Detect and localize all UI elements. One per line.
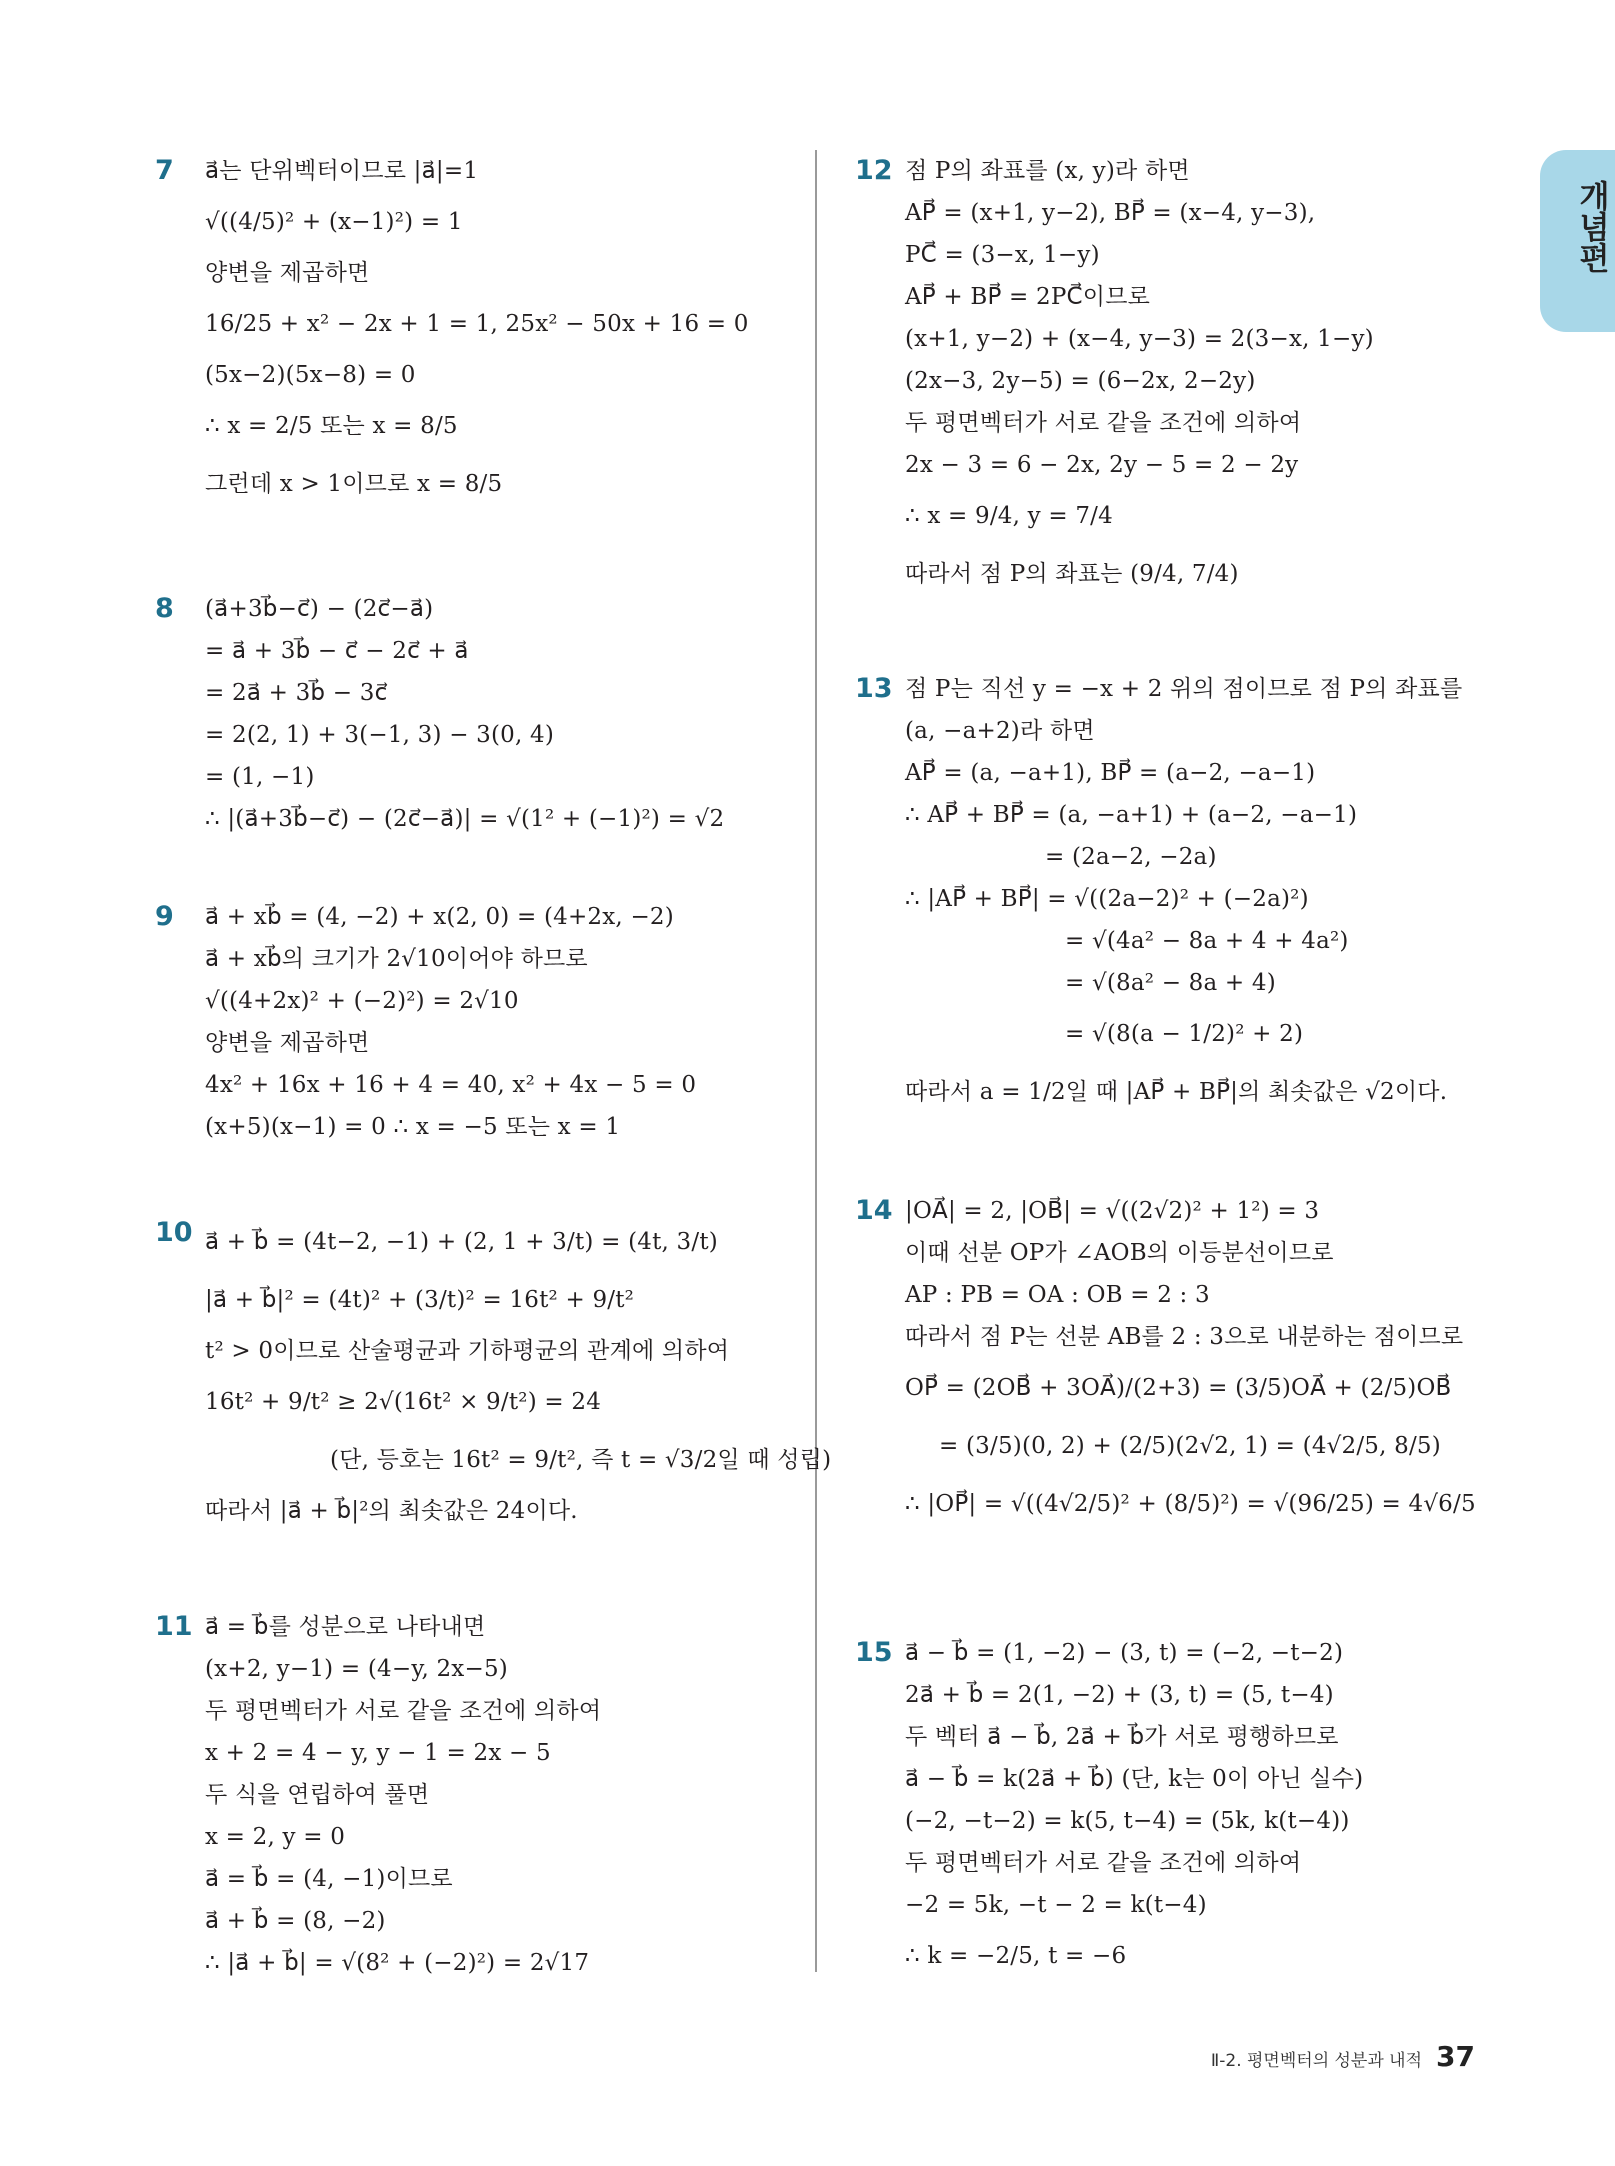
solution-line: (단, 등호는 16t² = 9/t², 즉 t = √3/2일 때 성립) bbox=[330, 1447, 832, 1473]
section-tab bbox=[1540, 150, 1615, 332]
problem-number: 11 bbox=[155, 1611, 193, 1642]
solution-line: AP : PB = OA : OB = 2 : 3 bbox=[905, 1282, 1210, 1308]
solution-line: (x+2, y−1) = (4−y, 2x−5) bbox=[205, 1656, 508, 1682]
solution-line: 양변을 제곱하면 bbox=[205, 1030, 370, 1056]
solution-line: ∴ k = −2/5, t = −6 bbox=[905, 1943, 1127, 1969]
solution-line: ∴ x = 2/5 또는 x = 8/5 bbox=[205, 413, 458, 439]
solution-line: 4x² + 16x + 16 + 4 = 40, x² + 4x − 5 = 0 bbox=[205, 1072, 697, 1098]
solution-line: 그런데 x > 1이므로 x = 8/5 bbox=[205, 471, 503, 497]
page-number: 37 bbox=[1436, 2040, 1475, 2073]
solution-line: 2x − 3 = 6 − 2x, 2y − 5 = 2 − 2y bbox=[905, 452, 1299, 478]
solution-line: 따라서 점 P는 선분 AB를 2 : 3으로 내분하는 점이므로 bbox=[905, 1324, 1464, 1350]
solution-line: 16t² + 9/t² ≥ 2√(16t² × 9/t²) = 24 bbox=[205, 1389, 602, 1415]
solution-line: 점 P의 좌표를 (x, y)라 하면 bbox=[905, 158, 1190, 184]
solution-line: AP⃗ + BP⃗ = 2PC⃗이므로 bbox=[905, 284, 1151, 310]
solution-line: PC⃗ = (3−x, 1−y) bbox=[905, 242, 1100, 268]
solution-line: 2a⃗ + b⃗ = 2(1, −2) + (3, t) = (5, t−4) bbox=[905, 1682, 1334, 1708]
problem-number: 7 bbox=[155, 155, 174, 186]
solution-line: 두 평면벡터가 서로 같을 조건에 의하여 bbox=[905, 410, 1302, 436]
solution-line: |OA⃗| = 2, |OB⃗| = √((2√2)² + 1²) = 3 bbox=[905, 1198, 1320, 1224]
solution-line: (−2, −t−2) = k(5, t−4) = (5k, k(t−4)) bbox=[905, 1808, 1350, 1834]
solution-line: a⃗ − b⃗ = k(2a⃗ + b⃗) (단, k는 0이 아닌 실수) bbox=[905, 1766, 1364, 1792]
solution-line: a⃗는 단위벡터이므로 |a⃗|=1 bbox=[205, 158, 479, 184]
solution-line: a⃗ − b⃗ = (1, −2) − (3, t) = (−2, −t−2) bbox=[905, 1640, 1344, 1666]
page-footer bbox=[1195, 2040, 1475, 2073]
solution-line: √((4+2x)² + (−2)²) = 2√10 bbox=[205, 988, 519, 1014]
problem-number: 10 bbox=[155, 1217, 193, 1248]
solution-line: = (2a−2, −2a) bbox=[1045, 844, 1217, 870]
solution-line: t² > 0이므로 산술평균과 기하평균의 관계에 의하여 bbox=[205, 1338, 730, 1364]
problem-solution bbox=[905, 668, 1515, 1122]
solution-line: x + 2 = 4 − y, y − 1 = 2x − 5 bbox=[205, 1740, 551, 1766]
solution-line: (x+5)(x−1) = 0 ∴ x = −5 또는 x = 1 bbox=[205, 1114, 621, 1140]
column-divider bbox=[815, 150, 817, 1972]
solution-line: |a⃗ + b⃗|² = (4t)² + (3/t)² = 16t² + 9/t² bbox=[205, 1287, 635, 1313]
solution-line: = a⃗ + 3b⃗ − c⃗ − 2c⃗ + a⃗ bbox=[205, 638, 469, 664]
problem-solution bbox=[905, 150, 1515, 604]
solution-line: ∴ |AP⃗ + BP⃗| = √((2a−2)² + (−2a)²) bbox=[905, 886, 1309, 912]
solution-line: 두 식을 연립하여 풀면 bbox=[205, 1782, 430, 1808]
solution-line: 따라서 점 P의 좌표는 (9/4, 7/4) bbox=[905, 561, 1239, 587]
solution-line: 이때 선분 OP가 ∠AOB의 이등분선이므로 bbox=[905, 1240, 1334, 1266]
solution-line: 두 평면벡터가 서로 같을 조건에 의하여 bbox=[205, 1698, 602, 1724]
solution-line: √((4/5)² + (x−1)²) = 1 bbox=[205, 209, 463, 235]
problem-solution bbox=[905, 1190, 1515, 1534]
solution-line: a⃗ + b⃗ = (8, −2) bbox=[205, 1908, 386, 1934]
solution-line: a⃗ + b⃗ = (4t−2, −1) + (2, 1 + 3/t) = (4t, 3/t) bbox=[205, 1229, 718, 1255]
solution-line: = 2a⃗ + 3b⃗ − 3c⃗ bbox=[205, 680, 388, 706]
section-tab-label: 개념편 bbox=[1573, 180, 1609, 273]
problem-number: 8 bbox=[155, 593, 174, 624]
problem-number: 12 bbox=[855, 155, 893, 186]
solution-line: ∴ |a⃗ + b⃗| = √(8² + (−2)²) = 2√17 bbox=[205, 1950, 590, 1976]
solution-line: = √(8a² − 8a + 4) bbox=[1065, 970, 1276, 996]
solution-line: = √(8(a − 1/2)² + 2) bbox=[1065, 1021, 1304, 1047]
solution-line: (a⃗+3b⃗−c⃗) − (2c⃗−a⃗) bbox=[205, 596, 434, 622]
problem-solution bbox=[905, 1632, 1515, 1986]
solution-line: 두 벡터 a⃗ − b⃗, 2a⃗ + b⃗가 서로 평행하므로 bbox=[905, 1724, 1339, 1750]
solution-line: a⃗ = b⃗를 성분으로 나타내면 bbox=[205, 1614, 486, 1640]
solution-line: ∴ AP⃗ + BP⃗ = (a, −a+1) + (a−2, −a−1) bbox=[905, 802, 1358, 828]
solution-line: x = 2, y = 0 bbox=[205, 1824, 346, 1850]
solution-line: = √(4a² − 8a + 4 + 4a²) bbox=[1065, 928, 1349, 954]
solution-line: a⃗ + xb⃗ = (4, −2) + x(2, 0) = (4+2x, −2) bbox=[205, 904, 674, 930]
solution-line: ∴ x = 9/4, y = 7/4 bbox=[905, 503, 1113, 529]
solution-line: 16/25 + x² − 2x + 1 = 1, 25x² − 50x + 16 = 0 bbox=[205, 311, 749, 337]
problem-solution bbox=[205, 588, 795, 840]
solution-line: = (1, −1) bbox=[205, 764, 315, 790]
section-label: Ⅱ-2. 평면벡터의 성분과 내적 bbox=[1210, 2051, 1423, 2071]
solution-line: 두 평면벡터가 서로 같을 조건에 의하여 bbox=[905, 1850, 1302, 1876]
solution-line: 양변을 제곱하면 bbox=[205, 260, 370, 286]
problem-number: 14 bbox=[855, 1195, 893, 1226]
problem-solution bbox=[205, 150, 795, 514]
solution-line: −2 = 5k, −t − 2 = k(t−4) bbox=[905, 1892, 1207, 1918]
solution-line: AP⃗ = (a, −a+1), BP⃗ = (a−2, −a−1) bbox=[905, 760, 1316, 786]
solution-line: (2x−3, 2y−5) = (6−2x, 2−2y) bbox=[905, 368, 1256, 394]
problem-number: 15 bbox=[855, 1637, 893, 1668]
solution-line: (x+1, y−2) + (x−4, y−3) = 2(3−x, 1−y) bbox=[905, 326, 1374, 352]
solution-line: = (3/5)(0, 2) + (2/5)(2√2, 1) = (4√2/5, 8/5) bbox=[939, 1433, 1441, 1459]
solution-line: 따라서 |a⃗ + b⃗|²의 최솟값은 24이다. bbox=[205, 1498, 578, 1524]
solution-line: OP⃗ = (2OB⃗ + 3OA⃗)/(2+3) = (3/5)OA⃗ + (2/5)OB⃗ bbox=[905, 1375, 1452, 1401]
solution-line: (a, −a+2)라 하면 bbox=[905, 718, 1095, 744]
solution-line: a⃗ + xb⃗의 크기가 2√10이어야 하므로 bbox=[205, 946, 588, 972]
solution-line: ∴ |OP⃗| = √((4√2/5)² + (8/5)²) = √(96/25) = 4√6/5 bbox=[905, 1491, 1476, 1517]
problem-number: 13 bbox=[855, 673, 893, 704]
solution-line: (5x−2)(5x−8) = 0 bbox=[205, 362, 416, 388]
problem-solution bbox=[205, 896, 795, 1148]
solution-line: AP⃗ = (x+1, y−2), BP⃗ = (x−4, y−3), bbox=[905, 200, 1316, 226]
problem-number: 9 bbox=[155, 901, 174, 932]
solution-line: 따라서 a = 1/2일 때 |AP⃗ + BP⃗|의 최솟값은 √2이다. bbox=[905, 1079, 1448, 1105]
problem-solution bbox=[205, 1606, 795, 1984]
solution-line: = 2(2, 1) + 3(−1, 3) − 3(0, 4) bbox=[205, 722, 555, 748]
solution-line: a⃗ = b⃗ = (4, −1)이므로 bbox=[205, 1866, 453, 1892]
solution-line: ∴ |(a⃗+3b⃗−c⃗) − (2c⃗−a⃗)| = √(1² + (−1)²) = √2 bbox=[205, 806, 725, 832]
problem-solution bbox=[205, 1212, 832, 1532]
solution-line: 점 P는 직선 y = −x + 2 위의 점이므로 점 P의 좌표를 bbox=[905, 676, 1463, 702]
